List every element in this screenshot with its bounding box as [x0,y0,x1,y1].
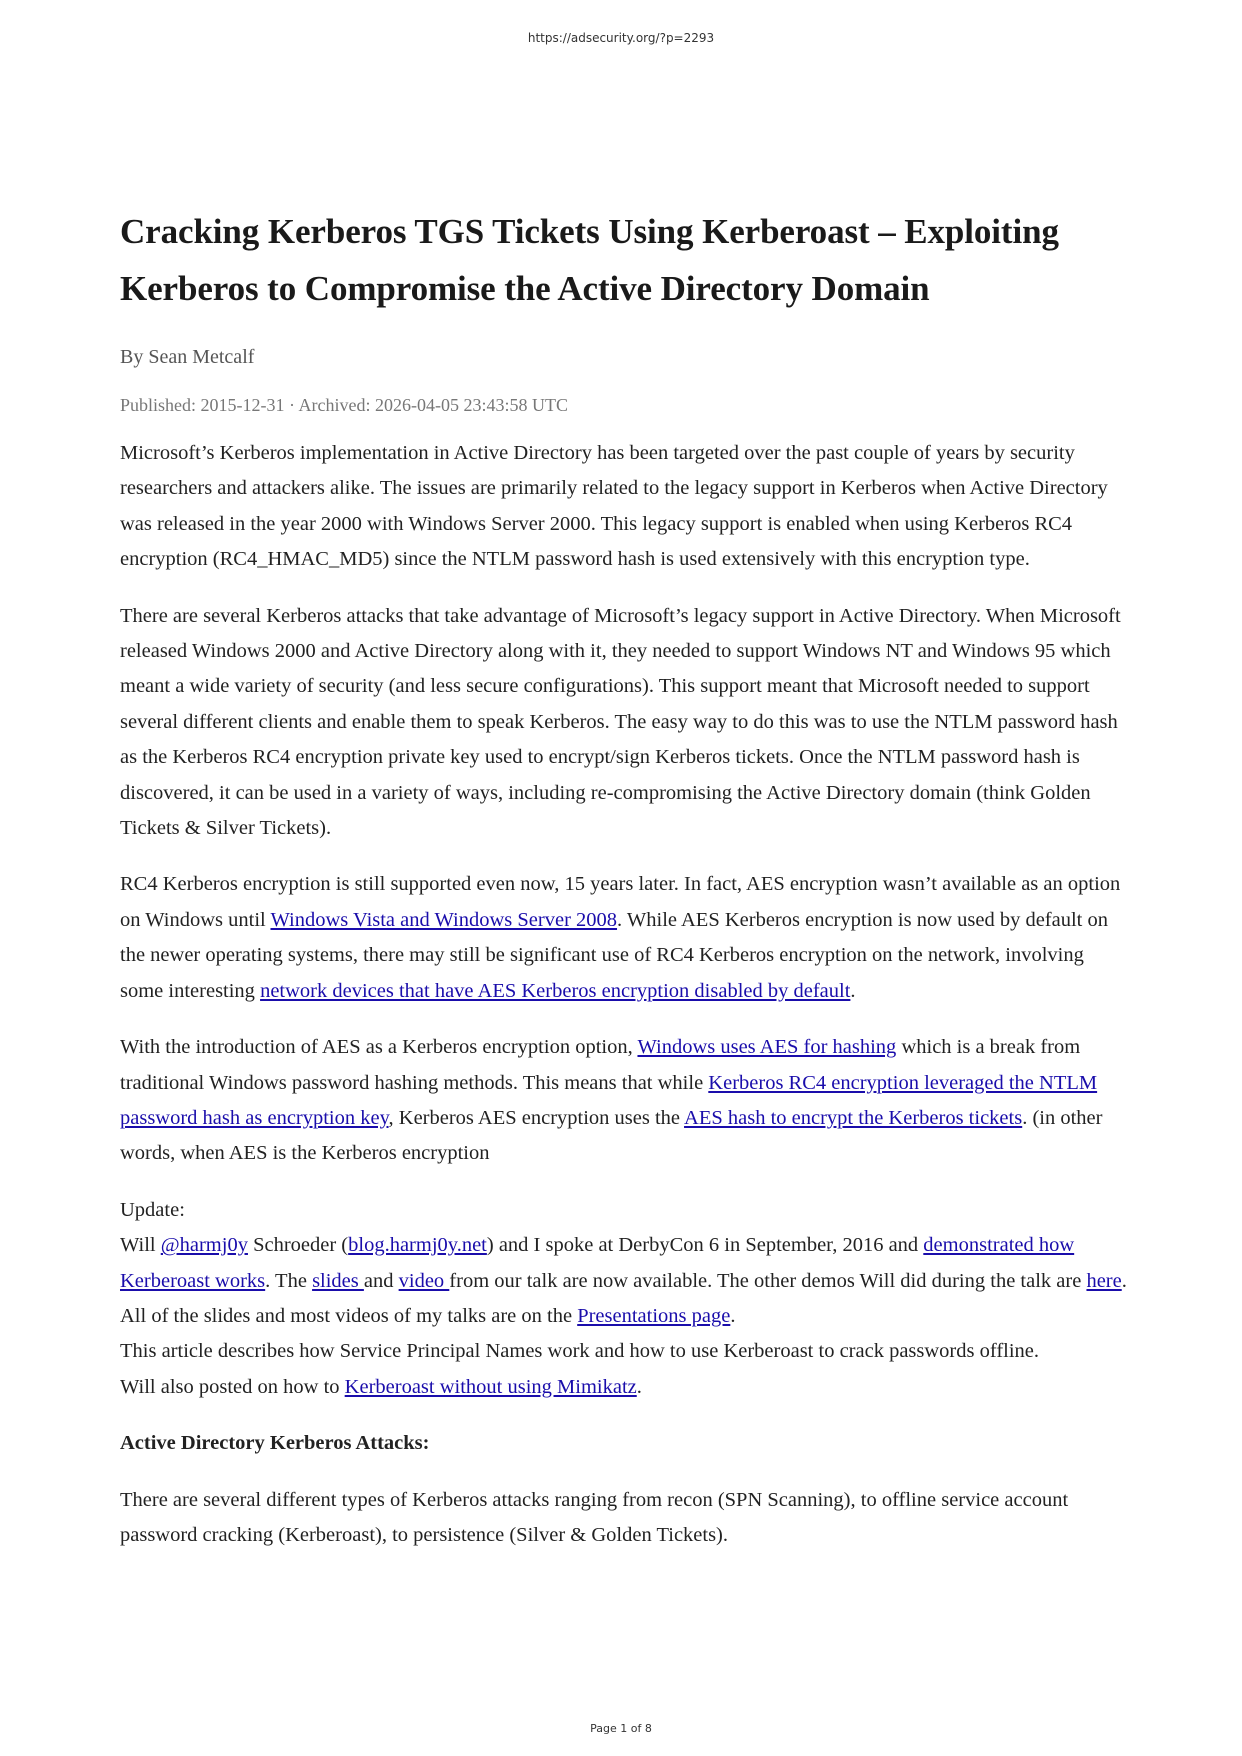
paragraph-3 [120,867,1130,1009]
paragraph-5: There are several different types of Kerberos attacks ranging from recon (SPN Scanning), to offline service account password cracking (Kerberoast), to persistence (Silver & Golden Tickets). [120,1488,1069,1546]
link-other-demos-here[interactable]: here [1086,1269,1122,1292]
link-slides[interactable]: slides [312,1269,364,1292]
link-harmj0y-twitter[interactable]: @harmj0y [160,1234,248,1257]
link-presentations-page[interactable]: Presentations page [577,1304,731,1327]
update-text-7: . [1121,1269,1127,1292]
link-aes-hash-encrypt-tickets[interactable]: AES hash to encrypt the Kerberos tickets [684,1106,1023,1129]
paragraph-4-text-3: , Kerberos AES encryption uses the [388,1106,685,1129]
article-title: Cracking Kerberos TGS Tickets Using Kerberoast – Exploiting Kerberos to Compromise the Active Directory Domain [120,212,1059,308]
link-demonstrated-kerberoast[interactable]: demonstrated how Kerberoast works [120,1234,1075,1292]
paragraph-3-text-1: RC4 Kerberos encryption is still supported even now, 15 years later. In fact, AES encryption wasn’t available as an option on Windows until [120,873,1121,931]
update-text-4: . The [265,1269,313,1292]
update-text-12: . [636,1375,642,1398]
update-text-6: from our talk are now available. The other demos Will did during the talk are [449,1269,1087,1292]
update-text-3: ) and I spoke at DerbyCon 6 in September, 2016 and [486,1234,924,1257]
paragraph-2: There are several Kerberos attacks that take advantage of Microsoft’s legacy support in Active Directory. When Microsoft released Windows 2000 and Active Directory along with it, they needed to support Windows NT and Windows 95 which meant a wide variety of security (and less secure configurations). This support meant that Microsoft needed to support several different clients and enable them to speak Kerberos. The easy way to do this was to use the NTLM password hash as the Kerberos RC4 encryption private key used to encrypt/sign Kerberos tickets. Once the NTLM password hash is discovered, it can be used in a variety of ways, including re-compromising the Active Directory domain (think Golden Tickets & Silver Tickets). [120,604,1121,840]
paragraph-4-text-2: which is a break from traditional Windows password hashing methods. This means that while [120,1036,1081,1094]
update-text-10: This article describes how Service Principal Names work and how to use Kerberoast to crack passwords offline. [120,1340,1040,1363]
link-video[interactable]: video [398,1269,450,1292]
page-number: Page 1 of 8 [590,1722,652,1735]
update-text-11: Will also posted on how to [120,1375,345,1398]
update-text-5: and [363,1269,399,1292]
article-meta: Published: 2015-12-31 · Archived: 2026-04-05 23:43:58 UTC [120,395,568,415]
paragraph-3-text-3: . [850,979,856,1002]
link-kerberoast-without-mimikatz[interactable]: Kerberoast without using Mimikatz [344,1375,637,1398]
article-byline: By Sean Metcalf [120,346,255,368]
update-text-1: Will [120,1234,161,1257]
link-rc4-leveraged-ntlm-hash[interactable]: Kerberos RC4 encryption leveraged the NTLM password hash as encryption key [120,1071,1098,1129]
update-text-2: Schroeder ( [247,1234,349,1257]
update-label: Update: [120,1198,185,1221]
paragraph-1: Microsoft’s Kerberos implementation in Active Directory has been targeted over the past couple of years by security researchers and attackers alike. The issues are primarily related to the legacy support in Kerberos when Active Directory was released in the year 2000 with Windows Server 2000. This legacy support is enabled when using Kerberos RC4 encryption (RC4_HMAC_MD5) since the NTLM password hash is used extensively with this encryption type. [120,442,1108,571]
update-text-8: All of the slides and most videos of my talks are on the [120,1304,578,1327]
link-harmj0y-blog[interactable]: blog.harmj0y.net [348,1234,487,1257]
paragraph-4 [120,1030,1130,1172]
paragraph-4-text-1: With the introduction of AES as a Kerberos encryption option, [120,1036,638,1059]
section-heading: Active Directory Kerberos Attacks: [120,1432,430,1455]
link-network-devices-aes-disabled[interactable]: network devices that have AES Kerberos encryption disabled by default [260,979,851,1002]
update-block [120,1193,1130,1405]
link-windows-vista-server-2008[interactable]: Windows Vista and Windows Server 2008 [270,908,618,931]
article-content [120,203,1130,1553]
update-text-9: . [730,1304,736,1327]
page-url: https://adsecurity.org/?p=2293 [527,31,715,45]
paragraph-3-text-2: . While AES Kerberos encryption is now used by default on the newer operating systems, there may still be significant use of RC4 Kerberos encryption on the network, involving some interesting [120,908,1108,1002]
paragraph-4-text-4: . (in other words, when AES is the Kerberos encryption [120,1106,1103,1165]
link-windows-uses-aes-for-hashing[interactable]: Windows uses AES for hashing [637,1036,897,1059]
